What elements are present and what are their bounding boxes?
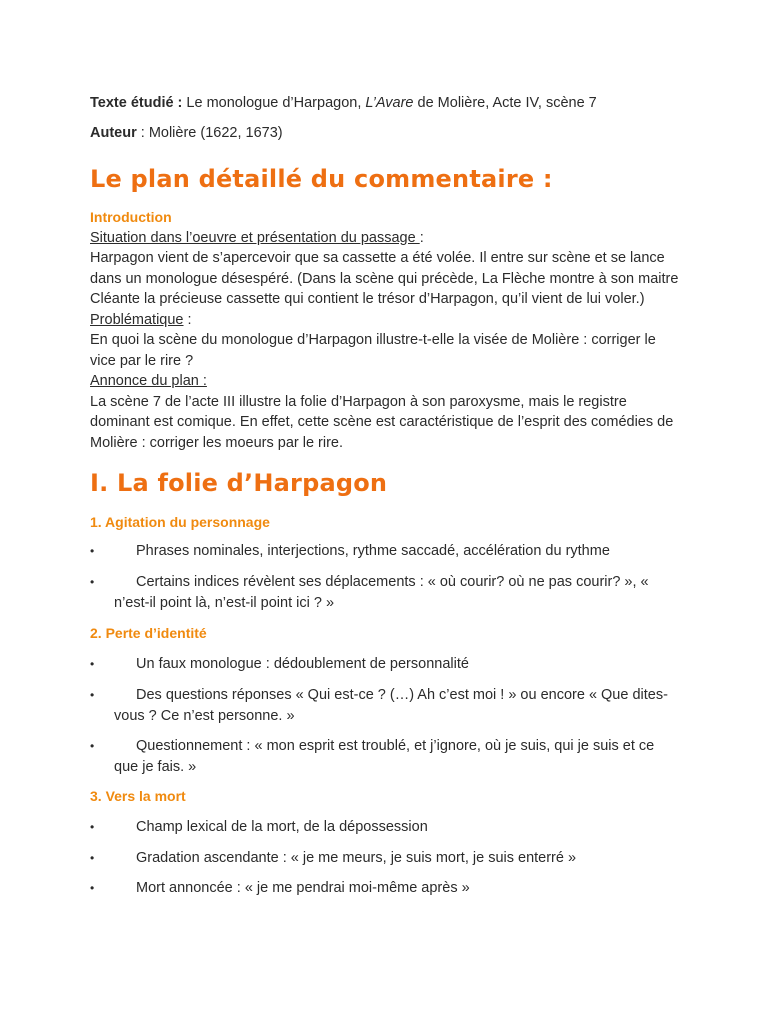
list-item-text: Mort annoncée : « je me pendrai moi-même après » bbox=[136, 880, 470, 896]
situation-heading bbox=[90, 228, 680, 249]
problematique-text: En quoi la scène du monologue d’Harpagon illustre-t-elle la visée de Molière : corriger le vice par le rire ? bbox=[90, 332, 656, 369]
bullet-icon: • bbox=[90, 851, 95, 865]
list-item bbox=[90, 878, 680, 899]
bullet-icon: • bbox=[90, 739, 95, 753]
list-item-text: Des questions réponses « Qui est-ce ? (…) Ah c’est moi ! » ou encore « Que dites-vous ? Ce n’est personne. » bbox=[114, 687, 668, 724]
bullet-icon: • bbox=[90, 820, 95, 834]
problematique-heading bbox=[90, 310, 680, 331]
list-item-text: Phrases nominales, interjections, rythme saccadé, accélération du rythme bbox=[136, 543, 610, 559]
list-item bbox=[90, 572, 680, 614]
auteur-label: Auteur bbox=[90, 125, 137, 141]
situation-label: Situation dans l’oeuvre et présentation du passage bbox=[90, 229, 420, 246]
annonce-label: Annonce du plan : bbox=[90, 373, 207, 389]
texte-etudie-label: Texte étudié : bbox=[90, 95, 183, 111]
bullet-icon: • bbox=[90, 881, 95, 895]
list-item bbox=[90, 736, 680, 778]
situation-text: Harpagon vient de s’apercevoir que sa cassette a été volée. Il entre sur scène et se lance dans un monologue désespéré. (Dans la scène qui précède, La Flèche montre à son maitre Cléante la précieuse cassette qui contient le trésor d’Harpagon, qu’il vient de lui voler.) bbox=[90, 250, 679, 307]
texte-etudie-work-title: L’Avare bbox=[365, 95, 414, 111]
problematique-label: Problématique bbox=[90, 311, 184, 328]
list-item-text: Champ lexical de la mort, de la dépossession bbox=[136, 819, 428, 835]
list-item bbox=[90, 817, 680, 838]
bullet-icon: • bbox=[90, 657, 95, 671]
list-item bbox=[90, 848, 680, 869]
list-item-text: Un faux monologue : dédoublement de personnalité bbox=[136, 656, 469, 672]
list-item-text: Questionnement : « mon esprit est troublé, et j’ignore, où je suis, qui je suis et ce que je fais. » bbox=[114, 738, 655, 775]
bullet-icon: • bbox=[90, 544, 95, 558]
introduction-heading: Introduction bbox=[90, 209, 172, 225]
problematique-colon: : bbox=[183, 311, 192, 328]
situation-colon: : bbox=[419, 229, 424, 246]
subsection-2-title: 2. Perte d’identité bbox=[90, 625, 207, 641]
auteur-line bbox=[90, 123, 680, 143]
section-1-title: I. La folie d’Harpagon bbox=[90, 469, 388, 497]
auteur-value: : Molière (1622, 1673) bbox=[136, 125, 283, 141]
texte-etudie-pre: Le monologue d’Harpagon, bbox=[182, 95, 366, 111]
annonce-text: La scène 7 de l’acte III illustre la folie d’Harpagon à son paroxysme, mais le registre dominant est comique. En effet, cette scène est caractéristique de l’esprit des comédies de Molière : corriger les moeurs par le rire. bbox=[90, 393, 674, 451]
bullet-icon: • bbox=[90, 575, 95, 589]
list-item bbox=[90, 685, 680, 727]
list-item bbox=[90, 654, 680, 675]
bullet-icon: • bbox=[90, 688, 95, 702]
texte-etudie-line bbox=[90, 93, 680, 113]
subsection-1-title: 1. Agitation du personnage bbox=[90, 514, 270, 530]
texte-etudie-post: de Molière, Acte IV, scène 7 bbox=[413, 95, 597, 111]
document-page bbox=[90, 93, 680, 896]
subsection-3-title: 3. Vers la mort bbox=[90, 788, 186, 804]
list-item-text: Gradation ascendante : « je me meurs, je suis mort, je suis enterré » bbox=[136, 850, 577, 866]
list-item bbox=[90, 541, 680, 562]
main-title: Le plan détaillé du commentaire : bbox=[90, 165, 553, 193]
list-item-text: Certains indices révèlent ses déplacements : « où courir? où ne pas courir? », « n’est-il point là, n’est-il point ici ? » bbox=[114, 574, 649, 611]
introduction-block bbox=[90, 207, 680, 453]
